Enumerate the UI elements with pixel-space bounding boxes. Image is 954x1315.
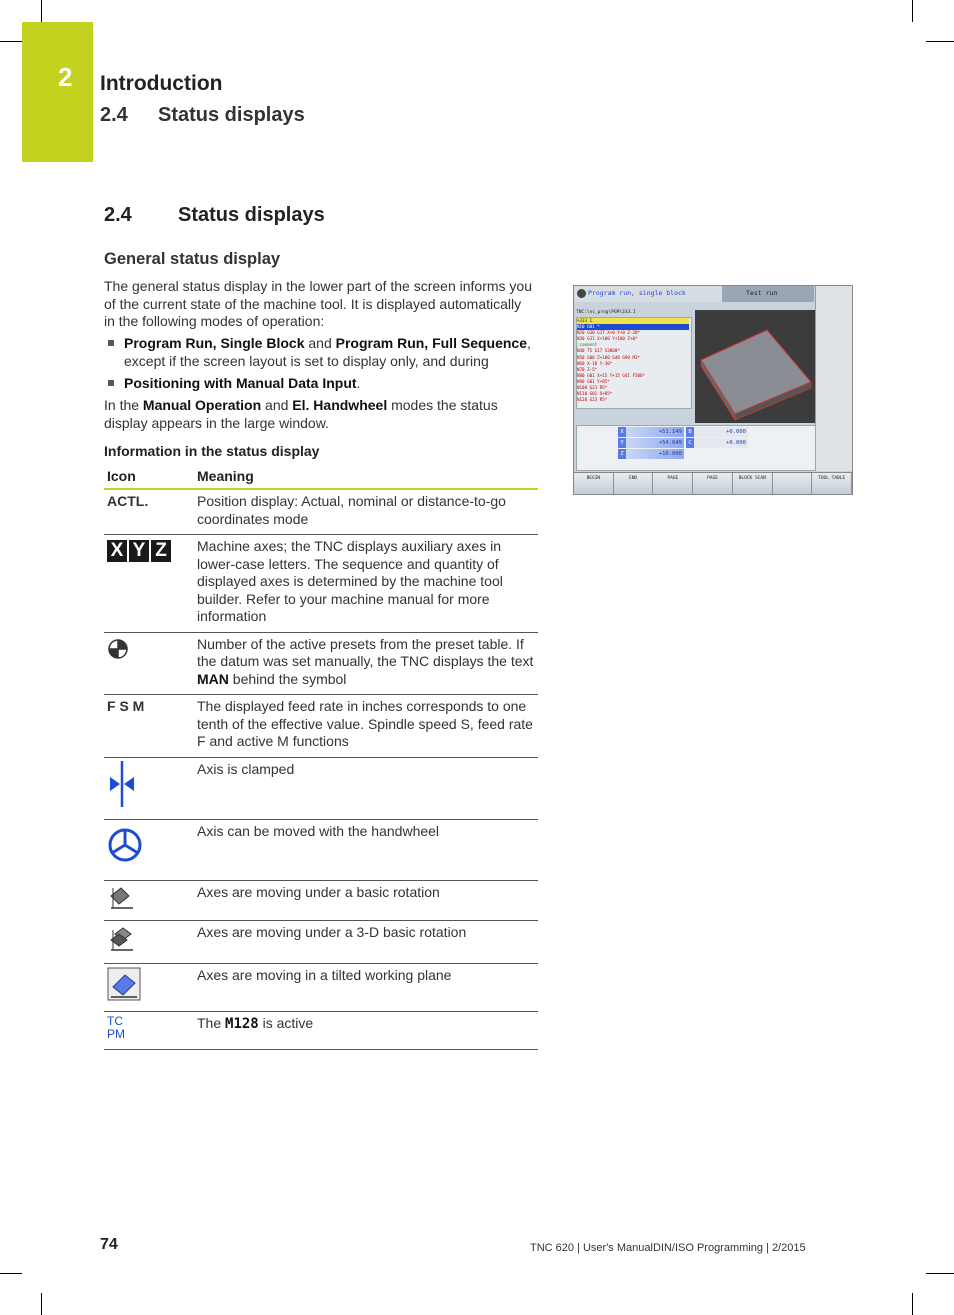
axis-letter: Z — [151, 540, 171, 562]
softkey[interactable]: BEGIN — [574, 473, 614, 495]
crop-mark — [41, 1293, 42, 1315]
softkey[interactable]: PAGE — [693, 473, 733, 495]
crop-mark — [0, 41, 22, 42]
aux-axis-value: +0.000 — [694, 427, 748, 437]
program-line: ;comment — [577, 342, 598, 348]
position-row — [618, 438, 812, 448]
xyz-axes-icon — [107, 540, 191, 562]
program-lines — [577, 318, 689, 403]
crop-mark — [926, 1273, 954, 1274]
keyword: Manual Operation — [142, 397, 262, 413]
section-title — [104, 204, 325, 227]
bullet-text-part: and — [304, 335, 336, 351]
meaning-cell: Axis is clamped — [194, 757, 538, 819]
page-number: 74 — [100, 1236, 118, 1253]
program-line: N100 G23 R5* — [577, 385, 608, 391]
program-line: N40 T5 G17 S3000* — [577, 348, 620, 354]
crop-mark — [912, 1293, 913, 1315]
running-header-section — [100, 104, 305, 127]
tcpm-icon — [107, 1015, 191, 1041]
program-line: N90 G01 Y+85* — [577, 378, 610, 384]
position-rows — [618, 427, 812, 460]
program-line: N30 G31 X+100 Y+100 Z+0* — [577, 336, 638, 342]
program-line: N10 G01 * — [577, 324, 689, 330]
status-table — [104, 465, 538, 1050]
bullet-text-part: . — [356, 375, 361, 391]
table-header-row — [104, 465, 538, 489]
text-part: behind the symbol — [228, 670, 347, 687]
aux-axis-value: +0.000 — [694, 438, 748, 448]
preset-icon — [107, 638, 129, 660]
softkey[interactable]: PAGE — [653, 473, 693, 495]
icon-cell: F S M — [104, 695, 194, 758]
keyword: Program Run, Single Block — [124, 335, 305, 351]
softkey[interactable]: TOOL TABLE — [812, 473, 852, 495]
program-line: N50 G00 Z+100 G40 G90 M3* — [577, 354, 641, 360]
icon-cell: ACTL. — [104, 489, 194, 535]
meaning-cell: Axes are moving under a 3-D basic rotation — [194, 921, 538, 964]
program-line: N70 Z-5* — [577, 366, 598, 372]
icon-cell — [104, 632, 194, 695]
tilted-plane-icon — [107, 967, 141, 1001]
axis-letter: X — [107, 540, 127, 562]
keyword: El. Handwheel — [292, 397, 388, 413]
meaning-cell: Axes are moving under a basic rotation — [194, 880, 538, 921]
table-row — [104, 489, 538, 535]
program-line: N110 G01 X+85* — [577, 391, 613, 397]
basic-rotation-icon — [107, 884, 135, 910]
bullet-item — [108, 335, 538, 370]
mode-paragraph — [104, 397, 532, 432]
running-header-section-number: 2.4 — [100, 104, 128, 126]
column-header-meaning: Meaning — [194, 465, 538, 489]
bullet-item — [108, 375, 538, 393]
program-line: N60 X-10 Y-30* — [577, 360, 613, 366]
keyword: M128 — [225, 1016, 259, 1032]
aux-axis-label: B — [686, 427, 694, 437]
text-part: is active — [258, 1015, 314, 1031]
crop-mark — [926, 41, 954, 42]
icon-cell — [104, 963, 194, 1012]
keyword: Positioning with Manual Data Input — [124, 375, 357, 391]
3d-basic-rotation-icon — [107, 924, 135, 952]
meaning-cell: Axis can be moved with the handwheel — [194, 819, 538, 880]
axis-value: +51.149 — [626, 427, 684, 437]
icon-cell — [104, 819, 194, 880]
file-path: TNC:\nc_prog\PGM\333.I — [576, 310, 636, 315]
axis-label: X — [618, 427, 626, 437]
aux-axis-label: C — [686, 438, 694, 448]
table-row — [104, 757, 538, 819]
running-header-section-title: Status displays — [158, 104, 305, 126]
section-title-text: Status displays — [178, 204, 325, 226]
bullet-square-icon — [108, 340, 114, 346]
program-line: N80 G01 X+15 Y+15 G41 F500* — [577, 372, 646, 378]
keyword: Program Run, Full Sequence — [335, 335, 527, 351]
page-footer: TNC 620 | User's ManualDIN/ISO Programming | 2/2015 — [530, 1242, 806, 1254]
bullet-text — [124, 335, 538, 370]
icon-cell — [104, 921, 194, 964]
table-row — [104, 632, 538, 695]
table-row — [104, 921, 538, 964]
meaning-cell: Axes are moving in a tilted working plane — [194, 963, 538, 1012]
softkey-bar — [574, 472, 852, 495]
table-row — [104, 963, 538, 1012]
icon-cell — [104, 1012, 194, 1050]
text-part: Number of the active presets from the preset table. If the datum was set manually, the TNC displays the text — [197, 635, 534, 669]
table-title: Information in the status display — [104, 443, 320, 459]
handwheel-icon — [107, 827, 143, 863]
position-row — [618, 449, 812, 459]
text-part: and — [261, 397, 293, 413]
bullet-square-icon — [108, 380, 114, 386]
meaning-cell — [194, 1012, 538, 1050]
test-run-label: Test run — [746, 289, 778, 297]
bullet-text-part: , except if the screen layout is set to display only, and during — [124, 335, 531, 369]
softkey[interactable] — [773, 473, 813, 495]
column-header-icon: Icon — [104, 465, 194, 489]
table-row — [104, 819, 538, 880]
subsection-title: General status display — [104, 250, 281, 268]
table-row — [104, 1012, 538, 1050]
axis-clamped-icon — [107, 761, 137, 807]
intro-paragraph: The general status display in the lower part of the screen informs you of the current state of the machine tool. It is displayed automatically in the following modes of operation: — [104, 278, 532, 329]
axis-value: +54.649 — [626, 438, 684, 448]
running-header-chapter: Introduction — [100, 72, 223, 95]
axis-value: +10.000 — [626, 449, 684, 459]
axis-letter: Y — [129, 540, 149, 562]
icon-cell — [104, 757, 194, 819]
softkey[interactable]: BLOCK SCAN — [733, 473, 773, 495]
text-part: The — [197, 1015, 226, 1031]
axis-label: Z — [618, 449, 626, 459]
section-number: 2.4 — [104, 204, 132, 226]
tnc-screenshot — [573, 285, 853, 495]
table-row — [104, 695, 538, 758]
right-sidebar — [815, 286, 853, 471]
crop-mark — [0, 1273, 22, 1274]
table-row — [104, 535, 538, 633]
icon-cell — [104, 880, 194, 921]
text-part: In the — [104, 397, 143, 413]
text-part: modes the status display appears in the large window. — [104, 397, 498, 431]
crop-mark — [912, 0, 913, 22]
axis-label: Y — [618, 438, 626, 448]
bullet-text — [124, 375, 538, 393]
table-row — [104, 880, 538, 921]
chapter-number: 2 — [58, 62, 73, 92]
tcpm-line: TC — [107, 1014, 123, 1028]
tcpm-line: PM — [107, 1027, 125, 1041]
meaning-cell: Machine axes; the TNC displays auxiliary axes in lower-case letters. The sequence and quantity of displayed axes is determined by the machine tool builder. Refer to your machine manual for more information — [194, 535, 538, 633]
icon-cell — [104, 535, 194, 633]
program-line: %333 I — [577, 318, 689, 324]
program-line: N20 G30 G17 X+0 Y+0 Z-20* — [577, 330, 641, 336]
graphics-window — [695, 310, 815, 423]
keyword: MAN — [197, 670, 229, 687]
softkey[interactable]: END — [614, 473, 654, 495]
program-line: N120 G23 R5* — [577, 397, 608, 403]
meaning-cell: The displayed feed rate in inches corresponds to one tenth of the effective value. Spindle speed S, feed rate F and active M functions — [194, 695, 538, 758]
screen-mode-label: Program run, single block — [588, 289, 686, 297]
workpiece-graphic — [695, 310, 815, 423]
meaning-cell: Position display: Actual, nominal or distance-to-go coordinates mode — [194, 489, 538, 535]
crop-mark — [41, 0, 42, 22]
meaning-cell — [194, 632, 538, 695]
position-row — [618, 427, 812, 437]
mode-icon — [577, 289, 586, 298]
